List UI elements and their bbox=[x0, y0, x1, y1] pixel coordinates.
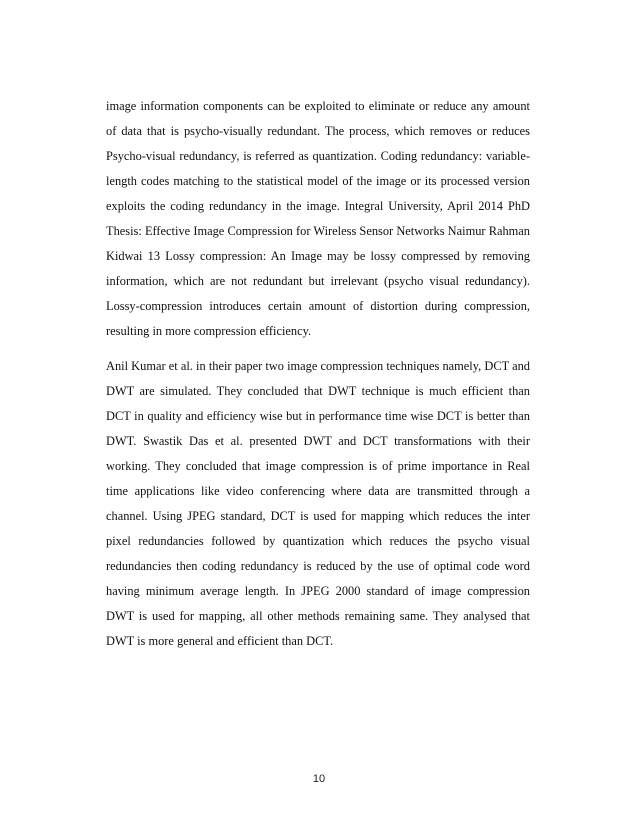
paragraph-dct-dwt-comparison: Anil Kumar et al. in their paper two image compression techniques namely, DCT and DWT are simulated. They concluded that DWT technique is much efficient than DCT in quality and efficiency wise but in performance time wise DCT is better than DWT. Swastik Das et al. presented DWT and DCT transformations with their working. They concluded that image compression is of prime importance in Real time applications like video conferencing where data are transmitted through a channel. Using JPEG standard, DCT is used for mapping which reduces the inter pixel redundancies followed by quantization which reduces the psycho visual redundancies then coding redundancy is reduced by the use of optimal code word having minimum average length. In JPEG 2000 standard of image compression DWT is used for mapping, all other methods remaining same. They analysed that DWT is more general and efficient than DCT. bbox=[106, 359, 530, 648]
paragraph-quantization-redundancy: image information components can be exploited to eliminate or reduce any amount of data that is psycho-visually redundant. The process, which removes or reduces Psycho-visual redundancy, is referred as quantization. Coding redundancy: variable-length codes matching to the statistical model of the image or its processed version exploits the coding redundancy in the image. Integral University, April 2014 PhD Thesis: Effective Image Compression for Wireless Sensor Networks Naimur Rahman Kidwai 13 Lossy compression: An Image may be lossy compressed by removing information, which are not redundant but irrelevant (psycho visual redundancy). Lossy-compression introduces certain amount of distortion during compression, resulting in more compression efficiency. bbox=[106, 99, 530, 338]
body-text bbox=[106, 94, 530, 654]
page-number: 10 bbox=[312, 773, 326, 785]
